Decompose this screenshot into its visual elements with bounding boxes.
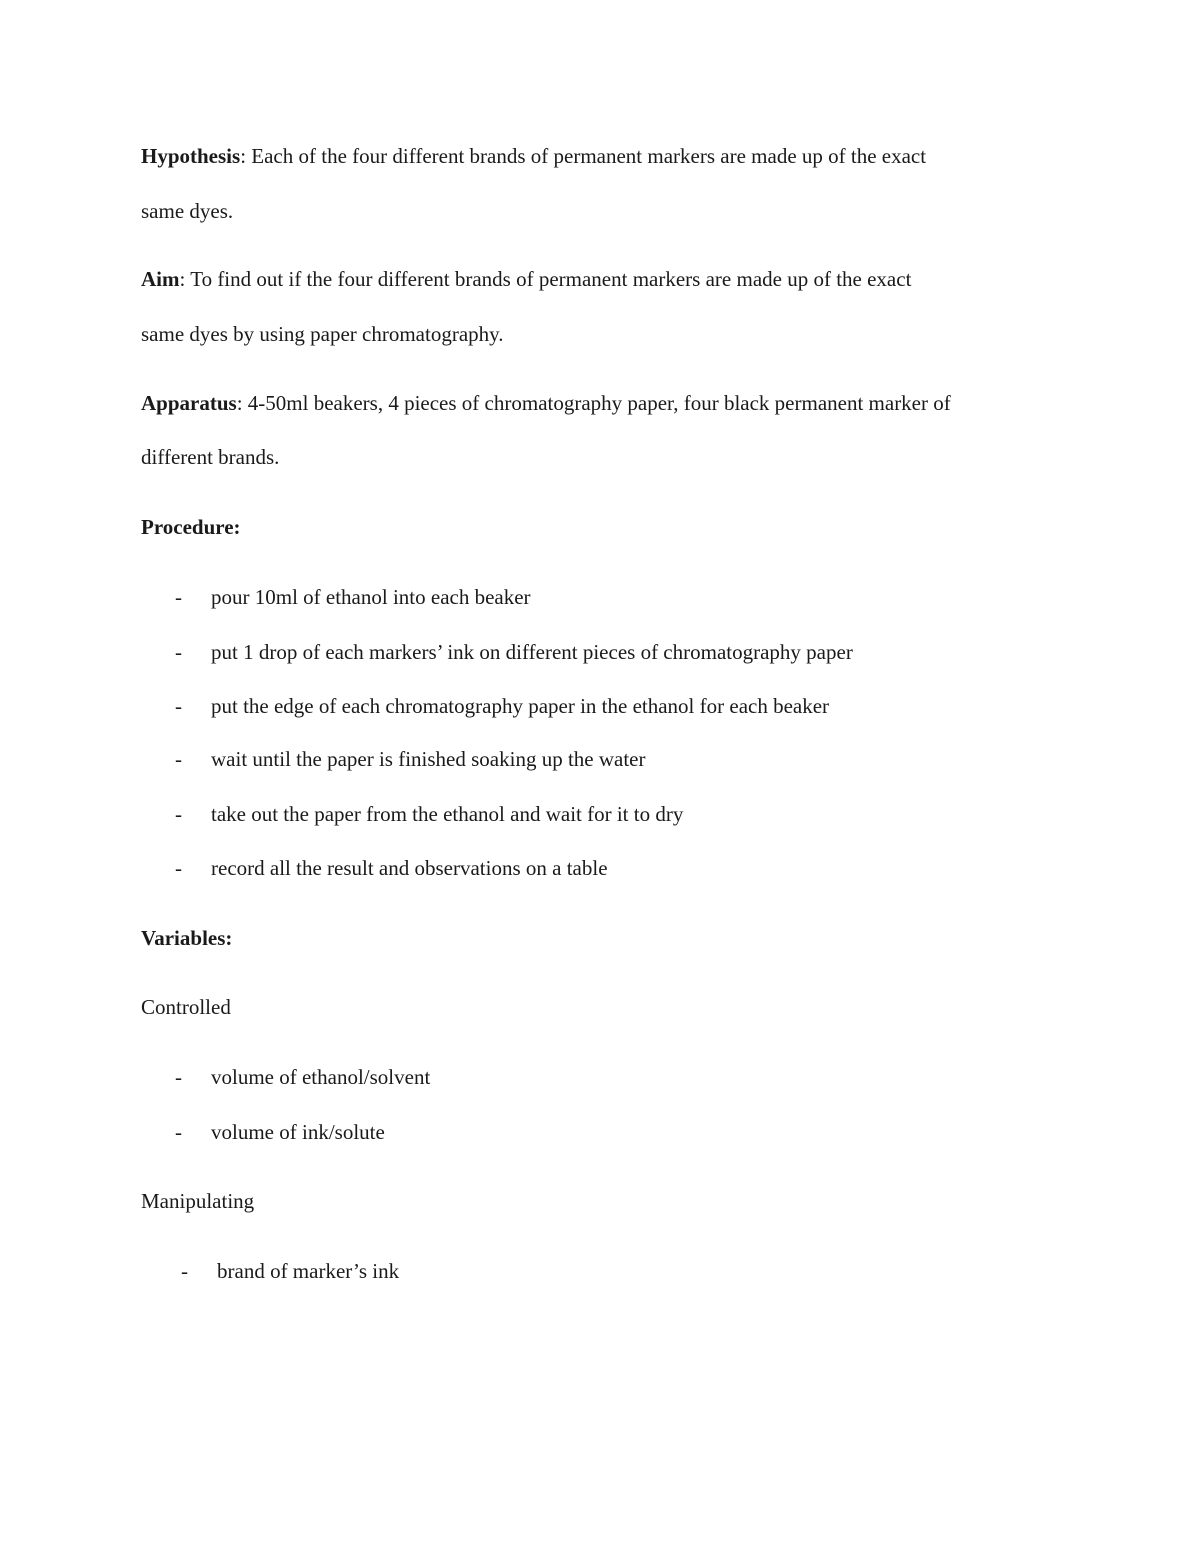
controlled-item: volume of ink/solute xyxy=(211,1120,385,1144)
controlled-title: Controlled xyxy=(141,995,231,1019)
procedure-step: put 1 drop of each markers’ ink on different pieces of chromatography paper xyxy=(211,640,853,664)
manipulating-title: Manipulating xyxy=(141,1189,255,1213)
aim-label: Aim xyxy=(141,267,180,291)
procedure-step: wait until the paper is finished soaking up the water xyxy=(211,747,646,771)
bullet-dash: - xyxy=(175,747,182,771)
controlled-item: volume of ethanol/solvent xyxy=(211,1065,431,1089)
bullet-dash: - xyxy=(181,1259,188,1283)
apparatus-text: : 4-50ml beakers, 4 pieces of chromatography paper, four black permanent marker of xyxy=(236,391,951,415)
hypothesis-label: Hypothesis xyxy=(141,144,241,168)
aim-text: : To find out if the four different brands of permanent markers are made up of the exact xyxy=(179,267,912,291)
apparatus-label: Apparatus xyxy=(141,391,237,415)
procedure-step: record all the result and observations on a table xyxy=(211,856,608,880)
procedure-step: take out the paper from the ethanol and wait for it to dry xyxy=(211,802,684,826)
apparatus-line-1 xyxy=(141,390,951,416)
hypothesis-line-2: same dyes. xyxy=(141,199,234,223)
bullet-dash: - xyxy=(175,585,182,609)
bullet-dash: - xyxy=(175,640,182,664)
procedure-step: put the edge of each chromatography paper in the ethanol for each beaker xyxy=(211,694,830,718)
hypothesis-line-1 xyxy=(141,143,926,169)
variables-heading: Variables: xyxy=(141,926,233,950)
procedure-step: pour 10ml of ethanol into each beaker xyxy=(211,585,531,609)
aim-line-2: same dyes by using paper chromatography. xyxy=(141,322,504,346)
aim-line-1 xyxy=(141,266,911,292)
bullet-dash: - xyxy=(175,856,182,880)
manipulating-item: brand of marker’s ink xyxy=(217,1259,400,1283)
bullet-dash: - xyxy=(175,1065,182,1089)
procedure-heading: Procedure: xyxy=(141,515,241,539)
apparatus-line-2: different brands. xyxy=(141,445,280,469)
bullet-dash: - xyxy=(175,1120,182,1144)
bullet-dash: - xyxy=(175,802,182,826)
hypothesis-text: : Each of the four different brands of permanent markers are made up of the exact xyxy=(240,144,927,168)
bullet-dash: - xyxy=(175,694,182,718)
